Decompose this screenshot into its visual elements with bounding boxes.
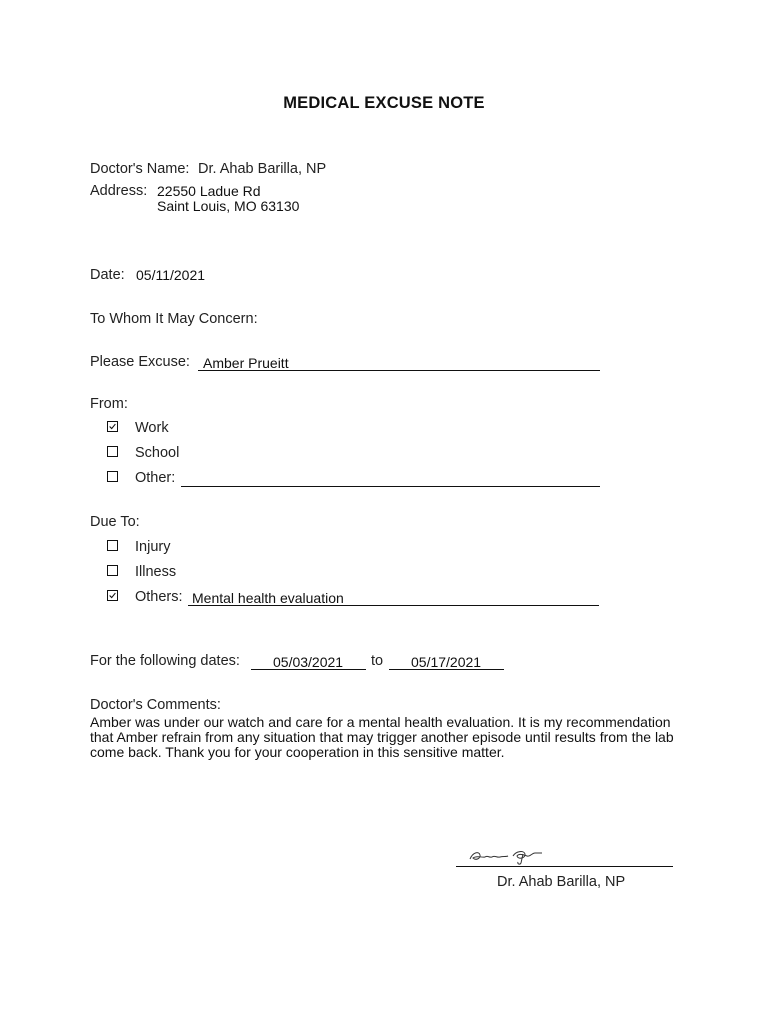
signature-image [466, 842, 548, 868]
due-to-illness-label: Illness [135, 564, 177, 580]
salutation: To Whom It May Concern: [90, 311, 258, 327]
from-school-label: School [135, 445, 180, 461]
document-title: MEDICAL EXCUSE NOTE [283, 94, 485, 112]
from-other-checkbox[interactable] [107, 471, 118, 482]
comments-label: Doctor's Comments: [90, 697, 221, 713]
signature-line [456, 866, 673, 867]
due-to-illness-checkbox[interactable] [107, 565, 118, 576]
date-label: Date: [90, 267, 125, 283]
dates-to-value: 05/17/2021 [411, 654, 482, 670]
address-label: Address: [90, 183, 148, 199]
dates-label: For the following dates: [90, 653, 240, 669]
due-to-others-label: Others: [135, 589, 183, 605]
checkmark-icon [108, 590, 117, 601]
from-work-checkbox[interactable] [107, 421, 118, 432]
from-work-label: Work [135, 420, 169, 436]
from-other-line[interactable] [181, 472, 600, 487]
comments-text: Amber was under our watch and care for a mental health evaluation. It is my recommendation that Amber refrain from any situation that may trigger another episode until results from the lab come back. Thank you for your cooperation in this sensitive matter. [90, 714, 674, 760]
excuse-name-value: Amber Prueitt [203, 355, 289, 371]
from-other-label: Other: [135, 470, 176, 486]
doctor-name-value: Dr. Ahab Barilla, NP [198, 161, 327, 177]
doctor-name-label: Doctor's Name: [90, 161, 190, 177]
signature-name: Dr. Ahab Barilla, NP [497, 874, 626, 890]
dates-to-word: to [371, 653, 384, 669]
due-to-others-value: Mental health evaluation [192, 590, 344, 606]
from-school-checkbox[interactable] [107, 446, 118, 457]
due-to-injury-label: Injury [135, 539, 171, 555]
due-to-injury-checkbox[interactable] [107, 540, 118, 551]
checkmark-icon [108, 421, 117, 432]
address-line-1: 22550 Ladue Rd [157, 183, 261, 199]
due-to-others-checkbox[interactable] [107, 590, 118, 601]
dates-from-value: 05/03/2021 [273, 654, 344, 670]
address-line-2: Saint Louis, MO 63130 [157, 198, 300, 214]
from-label: From: [90, 396, 128, 412]
date-value: 05/11/2021 [136, 267, 206, 283]
excuse-label: Please Excuse: [90, 354, 190, 370]
due-to-label: Due To: [90, 514, 140, 530]
